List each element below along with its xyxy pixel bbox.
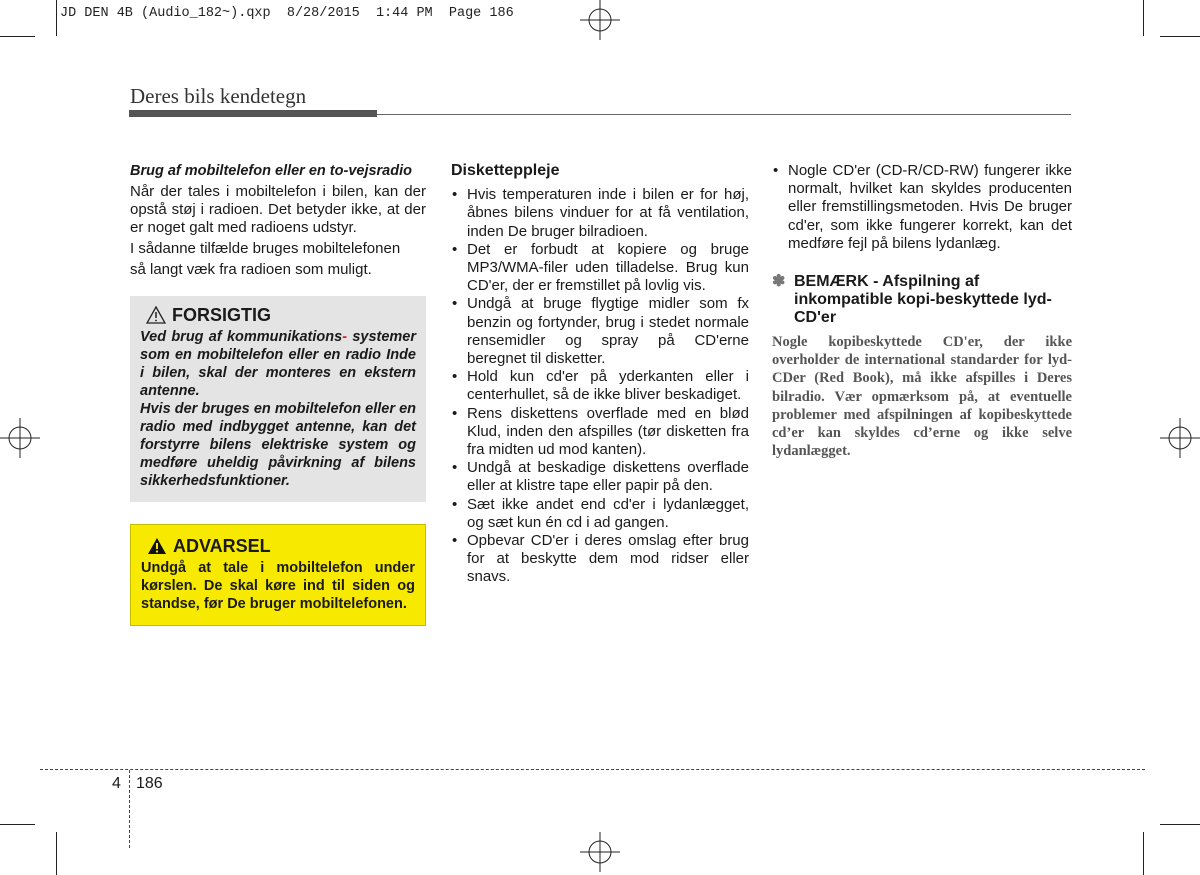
list-item: • Sæt ikke andet end cd'er i lydanlægget, og sæt kun én cd i ad gangen. bbox=[451, 496, 749, 532]
registration-mark-icon bbox=[580, 0, 620, 40]
note-star-icon: ✽ bbox=[772, 273, 786, 291]
chapter-number: 4 bbox=[112, 775, 121, 792]
crop-mark bbox=[1143, 0, 1144, 36]
crop-mark bbox=[1160, 824, 1200, 825]
print-slug: JD DEN 4B (Audio_182~).qxp 8/28/2015 1:44 PM Page 186 bbox=[60, 6, 514, 21]
caution-text bbox=[140, 328, 416, 400]
body-line: I sådanne tilfælde bruges mobiltelefonen bbox=[130, 239, 401, 257]
section-subheading: Brug af mobiltelefon eller en to-vejsradio bbox=[130, 163, 412, 179]
warning-text: Undgå at tale i mobiltelefon under kørslen. De skal køre ind til siden og standse, før De bruger mobiltelefonen. bbox=[141, 560, 415, 613]
page-number: 186 bbox=[136, 775, 163, 792]
caution-box bbox=[130, 296, 426, 502]
crop-mark bbox=[0, 36, 35, 37]
body-line: så langt væk fra radioen som muligt. bbox=[130, 260, 372, 278]
column-middle bbox=[451, 162, 749, 587]
warning-box bbox=[130, 524, 426, 626]
crop-mark bbox=[56, 832, 57, 875]
registration-mark-icon bbox=[1160, 418, 1200, 458]
caution-title-text: FORSIGTIG bbox=[172, 304, 271, 325]
list-item: • Undgå at beskadige diskettens overflade eller at klistre tape eller papir på den. bbox=[451, 459, 749, 495]
bullet-list bbox=[772, 162, 1072, 253]
footer-dashed-divider bbox=[129, 770, 130, 848]
list-item: • Det er forbudt at kopiere og bruge MP3/WMA-filer uden tilladelse. Brug kun CD'er, der er fremstillet på lovlig vis. bbox=[451, 241, 749, 296]
running-header: Deres bils kendetegn bbox=[130, 84, 307, 108]
caution-text: Hvis der bruges en mobiltelefon eller en radio med indbygget antenne, kan det forstyrre bilens elektriske system og medføre uheldig påvirkning af bilens sikkerhedsfunktioner. bbox=[140, 400, 416, 489]
warning-title bbox=[147, 537, 415, 555]
caution-text-part: systemer som en mobiltelefon eller en radio Inde i bilen, skal der monteres en ekstern antenne. bbox=[140, 328, 417, 399]
registration-mark-icon bbox=[0, 418, 40, 458]
list-item: • Undgå at bruge flygtige midler som fx benzin og fortynder, brug i stedet normale rensemidler og spray på CD'erne beregnet til disketter. bbox=[451, 295, 749, 368]
caution-triangle-icon bbox=[146, 306, 166, 324]
body-paragraph: Når der tales i mobiltelefon i bilen, kan der opstå støj i radioen. Det betyder ikke, at der er noget galt med radioens udstyr. bbox=[130, 183, 426, 237]
crop-mark bbox=[1160, 36, 1200, 37]
list-item: • Opbevar CD'er i deres omslag efter brug for at beskytte dem mod ridser eller snavs. bbox=[451, 532, 749, 587]
section-heading: Disketteppleje bbox=[451, 162, 560, 179]
caution-text-part: Ved brug af kommunikations bbox=[140, 328, 343, 345]
note-title: - Afspilning af inkompatible kopi-beskyttede lyd-CD'er bbox=[794, 273, 1052, 327]
list-item: • Rens diskettens overflade med en blød Klud, inden den afspilles (tør disketten fra fra midten ud mod kanten). bbox=[451, 405, 749, 460]
crop-mark bbox=[56, 0, 57, 36]
list-item: • Nogle CD'er (CD-R/CD-RW) fungerer ikke normalt, hvilket kan skyldes producenten eller fremstillingsmetoden. Hvis De bruger cd'er, som ikke fungerer korrekt, kan det medføre fejl på bilens lydanlæg. bbox=[772, 162, 1072, 253]
registration-mark-icon bbox=[580, 832, 620, 872]
header-rule-thin bbox=[377, 114, 1071, 115]
caution-title bbox=[146, 306, 416, 324]
list-item: • Hold kun cd'er på yderkanten eller i centerhullet, så de ikke bliver beskadiget. bbox=[451, 368, 749, 404]
warning-triangle-icon bbox=[147, 537, 167, 555]
note-heading bbox=[772, 273, 1072, 327]
column-left bbox=[130, 162, 426, 626]
note-text: Nogle kopibeskyttede CD'er, der ikke overholder de international standarder for lyd-CDer (Red Book), må ikke afspilles i Deres bilradio. Vær opmærksom på, at eventuelle problemer med afspilningen af kopibeskyttede cd’er kan skyldes cd’erne og ikke selve lydanlægget. bbox=[772, 334, 1072, 460]
footer-dashed-rule bbox=[40, 769, 1145, 770]
list-item: • Hvis temperaturen inde i bilen er for høj, åbnes bilens vinduer for at få ventilation, inden De bruger bilradioen. bbox=[451, 186, 749, 241]
hyphen-mark: - bbox=[342, 328, 348, 345]
crop-mark bbox=[1143, 832, 1144, 875]
header-rule-thick bbox=[129, 110, 377, 117]
note-label: BEMÆRK bbox=[794, 273, 869, 291]
bullet-list bbox=[451, 186, 749, 586]
warning-title-text: ADVARSEL bbox=[173, 535, 271, 556]
column-right bbox=[772, 162, 1072, 460]
crop-mark bbox=[0, 824, 35, 825]
